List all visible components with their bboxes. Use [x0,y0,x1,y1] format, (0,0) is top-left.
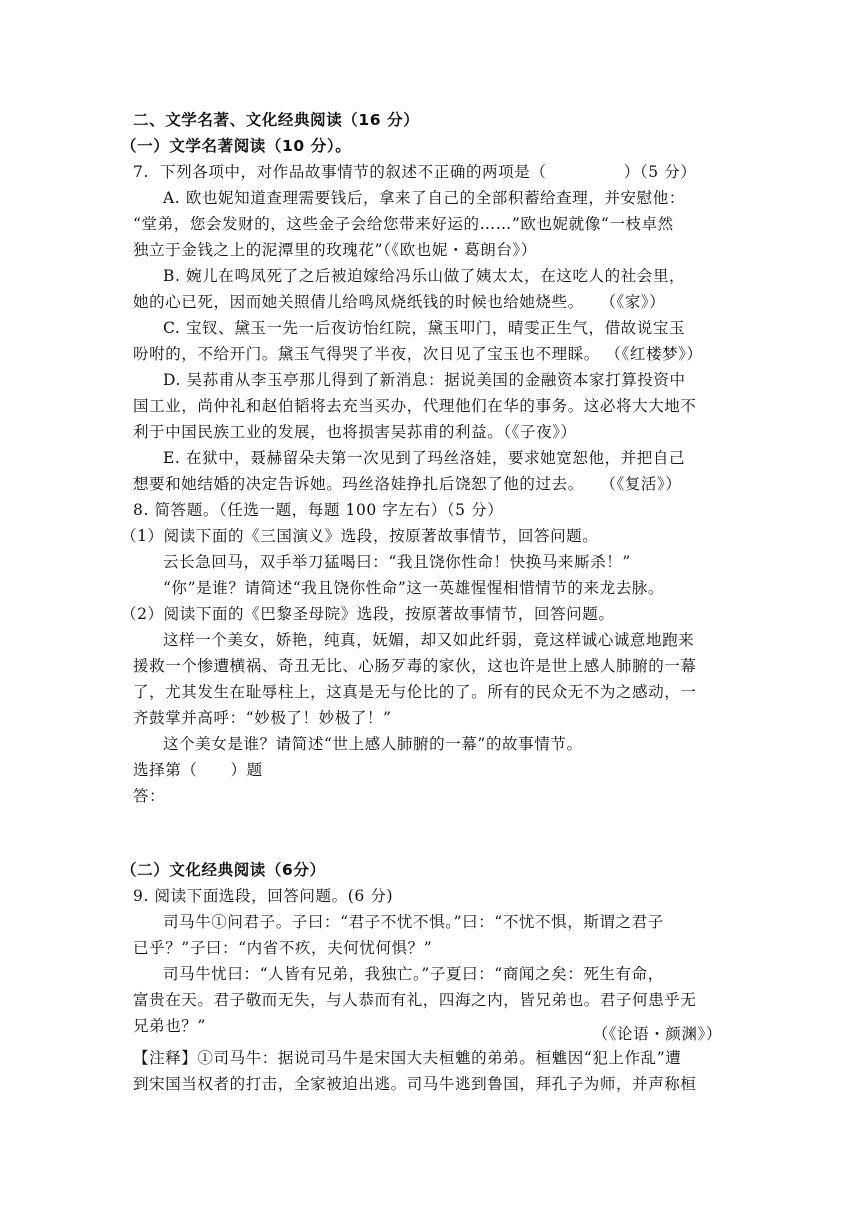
q8-part2-title: （2）阅读下面的《巴黎圣母院》选段，按原著故事情节，回答问题。 [121,605,615,623]
q8-part1-question: “你”是谁？请简述“我且饶你性命”这一英雄惺惺相惜情节的来龙去脉。 [163,579,664,597]
subsection-heading-literature: （一）文学名著阅读（10 分）。 [121,137,352,155]
q7-option-c-line1: C. 宝钗、黛玉一先一后夜访怡红院，黛玉叩门，晴雯正生气，借故说宝玉 [163,319,686,337]
subsection-heading-classics: （二）文化经典阅读（6分） [121,861,326,879]
answer-label: 答： [133,787,166,805]
question-8-stem: 8. 简答题。（任选一题，每题 100 字左右）（5 分） [133,501,504,519]
q9-para1-line1: 司马牛①问君子。子曰：“君子不忧不惧。”曰：“不忧不惧，斯谓之君子 [163,913,664,931]
choose-question-line: 选择第（ ）题 [133,761,263,779]
q9-source: （《论语・颜渊》） [592,1025,722,1043]
q9-note-line1: 【注释】①司马牛：据说司马牛是宋国大夫桓魋的弟弟。桓魋因“犯上作乱”遭 [133,1049,682,1067]
q9-para2-line2: 富贵在天。君子敬而无失，与人恭而有礼，四海之内，皆兄弟也。君子何患乎无 [133,991,697,1009]
q7-option-d-line1: D. 吴荪甫从李玉亭那儿得到了新消息：据说美国的金融资本家打算投资中 [163,371,686,389]
q8-part2-question: 这个美女是谁？请简述“世上感人肺腑的一幕”的故事情节。 [163,735,583,753]
q7-option-b-line1: B. 婉儿在鸣凤死了之后被迫嫁给冯乐山做了姨太太，在这吃人的社会里， [163,267,686,285]
q9-para2-line3: 兄弟也？” [133,1017,206,1035]
q7-option-b-line2: 她的心已死，因而她关照倩儿给鸣凤烧纸钱的时候也给她烧些。 （《家》） [133,293,666,311]
q7-option-a-line3: 独立于金钱之上的泥潭里的玫瑰花”（《欧也妮・葛朗台》） [133,241,537,259]
q7-option-d-line3: 利于中国民族工业的发展，也将损害吴荪甫的利益。（《子夜》） [133,423,577,441]
q8-part1-title: （1）阅读下面的《三国演义》选段，按原著故事情节，回答问题。 [121,527,599,545]
question-7-stem: 7. 下列各项中，对作品故事情节的叙述不正确的两项是（ ）（5 分） [133,163,697,181]
q7-option-d-line2: 国工业，尚仲礼和赵伯韬将去充当买办，代理他们在华的事务。这必将大大地不 [133,397,697,415]
q7-option-a-line1: A. 欧也妮知道查理需要钱后，拿来了自己的全部积蓄给查理，并安慰他： [163,189,685,207]
q7-option-a-line2: “堂弟，您会发财的，这些金子会给您带来好运的……”欧也妮就像“一枝卓然 [133,215,674,233]
q8-part2-quote-line2: 援救一个惨遭横祸、奇丑无比、心肠歹毒的家伙，这也许是世上感人肺腑的一幕 [133,657,697,675]
q8-part2-quote-line3: 了，尤其发生在耻辱柱上，这真是无与伦比的了。所有的民众无不为之感动，一 [133,683,697,701]
q7-option-e-line1: E. 在狱中，聂赫留朵夫第一次见到了玛丝洛娃，要求她宽恕他，并把自己 [163,449,686,467]
q9-para1-line2: 已乎？”子曰：“内省不疚，夫何忧何惧？” [133,939,433,957]
q7-option-e-line2: 想要和她结婚的决定告诉她。玛丝洛娃挣扎后饶恕了他的过去。 （《复活》） [133,475,682,493]
q9-note-line2: 到宋国当权者的打击，全家被迫出逃。司马牛逃到鲁国，拜孔子为师，并声称桓 [133,1075,697,1093]
q9-para2-line1: 司马牛忧曰：“人皆有兄弟，我独亡。”子夏曰：“商闻之矣：死生有命， [163,965,664,983]
q7-option-c-line2: 吩咐的，不给开门。黛玉气得哭了半夜，次日见了宝玉也不理睬。 （《红楼梦》） [133,345,703,363]
question-9-stem: 9. 阅读下面选段，回答问题。(6 分) [133,887,394,905]
q8-part1-quote: 云长急回马，双手举刀猛喝曰：“我且饶你性命！快换马来厮杀！” [163,553,631,571]
q8-part2-quote-line4: 齐鼓掌并高呼：“妙极了！妙极了！” [133,709,392,727]
q8-part2-quote-line1: 这样一个美女，娇艳，纯真，妩媚，却又如此纤弱，竟这样诚心诚意地跑来 [163,631,695,649]
section-heading: 二、文学名著、文化经典阅读（16 分） [133,111,420,129]
